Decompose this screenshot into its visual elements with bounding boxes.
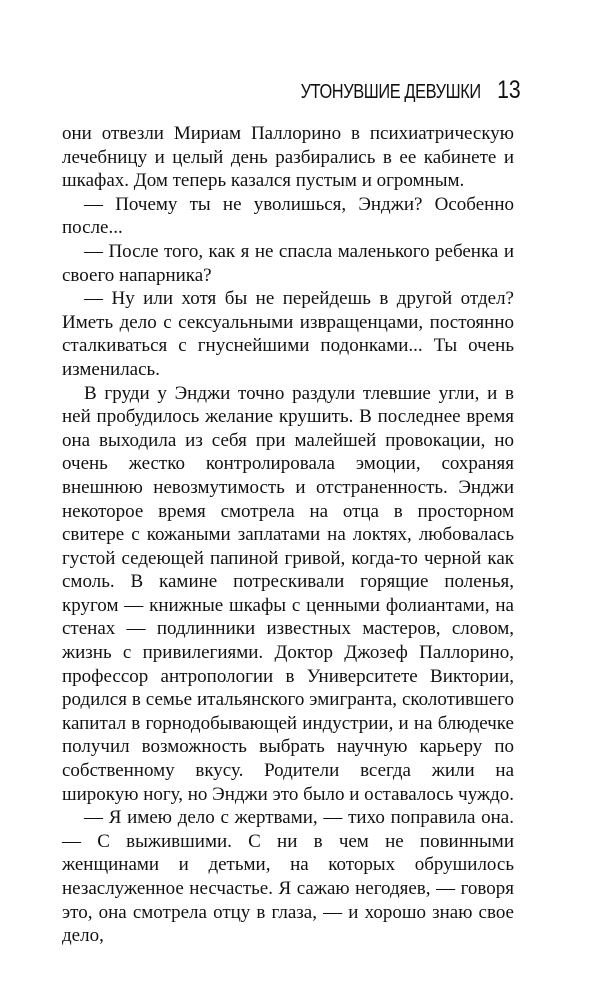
paragraph: — Почему ты не уволишься, Энджи? Особенно после... [62,193,514,239]
page-header [60,76,523,108]
running-head-title: УТОНУВШИЕ ДЕВУШКИ [300,81,482,103]
text-body [62,122,514,948]
page-number: 13 [497,76,521,104]
paragraph: они отвезли Мириам Паллорино в психиатрическую лечебницу и целый день разбирались в ее кабинете и шкафах. Дом теперь казался пустым и огромным. [62,123,514,192]
paragraph: — Ну или хотя бы не перейдешь в другой отдел? Иметь дело с сексуальными извращенцами, постоянно сталкиваться с гнуснейшими подонками... Ты очень изменилась. [62,288,514,380]
paragraph: В груди у Энджи точно раздули тлевшие угли, и в ней пробудилось желание крушить. В последнее время она выходила из себя при малейшей провокации, но очень жестко контролировала эмоции, сохраняя внешнюю невозмутимость и отстраненность. Энджи некоторое время смотрела на отца в просторном свитере с кожаными заплатами на локтях, любовалась густой седеющей папиной гривой, когда-то черной как смоль. В камине потрескивали горящие поленья, кругом — книжные шкафы с ценными фолиантами, на стенах — подлинники известных мастеров, словом, жизнь с привилегиями. Доктор Джозеф Паллорино, профессор антропологии в Университете Виктории, родился в семье итальянского эмигранта, сколотившего капитал в горнодобывающей индустрии, и на блюдечке получил возможность выбрать научную карьеру по собственному вкусу. Родители всегда жили на широкую ногу, но Энджи это было и оставалось чуждо. [62,382,514,805]
paragraph: — Я имею дело с жертвами, — тихо поправила она. — С выжившими. С ни в чем не повинными женщинами и детьми, на которых обрушилось незаслуженное несчастье. Я сажаю негодяев, — говоря это, она смотрела отцу в глаза, — и хорошо знаю свое дело, [62,807,514,947]
paragraph: — После того, как я не спасла маленького ребенка и своего напарника? [62,240,514,286]
